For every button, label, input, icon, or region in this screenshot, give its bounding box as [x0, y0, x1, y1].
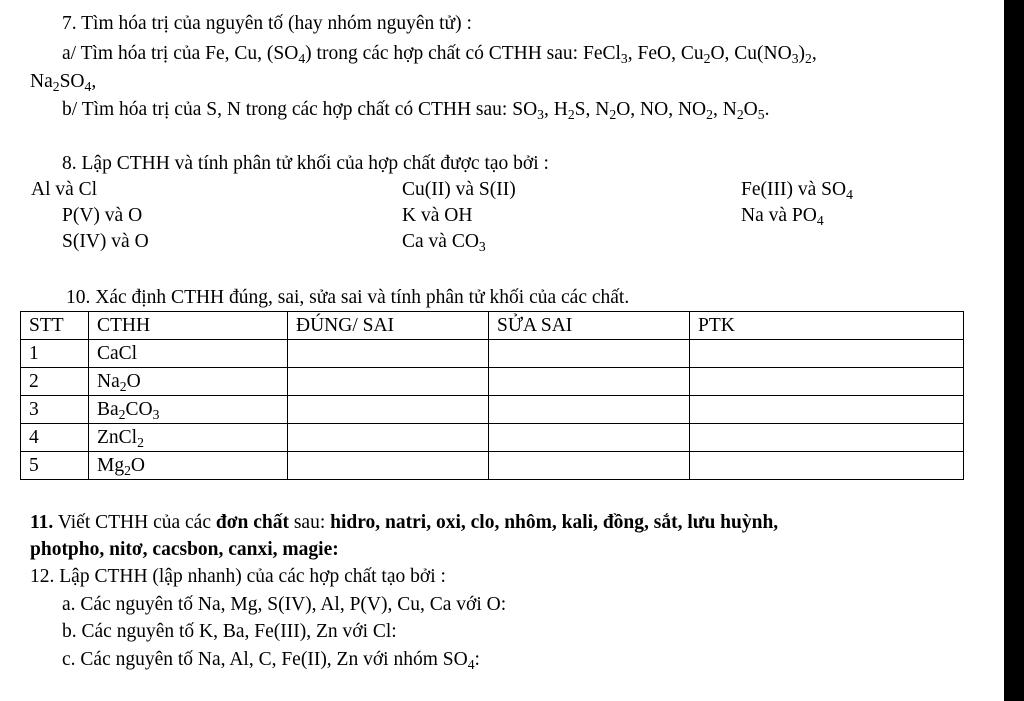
row-cthh: ZnCl$_2$	[89, 424, 288, 452]
q8-item: Fe(III) và $SO_4$	[741, 179, 853, 203]
row-sua-sai[interactable]	[489, 452, 690, 480]
q11-title-b: đơn chất	[215, 512, 289, 533]
header-stt: STT	[21, 312, 89, 340]
row-cthh: $Mg_2O$	[89, 452, 288, 480]
q7-a-group: $(SO_4)$	[266, 43, 312, 67]
q8-item: K và OH	[402, 205, 473, 226]
row-sua-sai[interactable]	[489, 340, 690, 368]
q12-c-post: :	[474, 649, 480, 670]
table-row	[21, 452, 964, 480]
row-ptk[interactable]	[690, 340, 964, 368]
row-dung-sai[interactable]	[288, 452, 489, 480]
header-ptk: PTK	[690, 312, 964, 340]
q7-title: 7. Tìm hóa trị của nguyên tố (hay nhóm nguyên tử) :	[62, 13, 472, 34]
row-stt: 1	[21, 340, 89, 368]
header-dung-sai: ĐÚNG/ SAI	[288, 312, 489, 340]
row-ptk[interactable]	[690, 424, 964, 452]
row-dung-sai[interactable]	[288, 368, 489, 396]
q11-number: 11.	[30, 512, 54, 533]
q7-a-line1	[62, 42, 817, 66]
chemical-formula: $NO_2$	[677, 99, 713, 123]
q11-list-line1: hidro, natri, oxi, clo, nhôm, kali, đồng, sắt, lưu huỳnh,	[330, 512, 779, 533]
row-stt: 4	[21, 424, 89, 452]
row-cthh: CaCl	[89, 340, 288, 368]
q7-a-formulas-line1: FeCl$_3$, FeO, $Cu_2O$, $Cu(NO_3)_2$,	[582, 43, 817, 67]
header-sua-sai: SỬA SAI	[489, 312, 690, 340]
chemical-formula: $SO_3$	[512, 99, 544, 123]
q8-item: P(V) và O	[62, 205, 143, 226]
q8-title: 8. Lập CTHH và tính phân tử khối của hợp chất được tạo bởi :	[62, 153, 549, 174]
q12-c-pre: c. Các nguyên tố Na, Al, C, Fe(II), Zn với nhóm	[62, 649, 443, 670]
q12-a: a. Các nguyên tố Na, Mg, S(IV), Al, P(V), Cu, Ca với O:	[62, 594, 507, 615]
row-stt: 3	[21, 396, 89, 424]
q7-b-line	[62, 98, 769, 122]
row-sua-sai[interactable]	[489, 424, 690, 452]
table-row	[21, 424, 964, 452]
row-ptk[interactable]	[690, 368, 964, 396]
row-cthh: $Ba_2CO_3$	[89, 396, 288, 424]
q7-b-formulas: $SO_3$, $H_2S$, $N_2O$, NO, $NO_2$, $N_2O_5$.	[512, 99, 770, 123]
chemical-formula: $H_2S$	[553, 99, 586, 123]
row-sua-sai[interactable]	[489, 368, 690, 396]
q8-item: Ca và $CO_3$	[402, 231, 486, 255]
q12-b: b. Các nguyên tố K, Ba, Fe(III), Zn với Cl:	[62, 621, 397, 642]
table-row	[21, 368, 964, 396]
chemical-formula: FeCl$_3$	[582, 43, 628, 67]
row-stt: 5	[21, 452, 89, 480]
row-dung-sai[interactable]	[288, 424, 489, 452]
q11-title-a: Viết CTHH của các	[53, 512, 216, 533]
chemical-formula: FeO	[637, 43, 672, 64]
row-sua-sai[interactable]	[489, 396, 690, 424]
q12-title: 12. Lập CTHH (lập nhanh) của các hợp chất tạo bởi :	[30, 566, 446, 587]
row-dung-sai[interactable]	[288, 340, 489, 368]
q12-c-formula: $SO_4$	[442, 649, 475, 673]
q8-item: Na và $PO_4$	[741, 205, 824, 229]
q11-line1	[30, 511, 778, 535]
q11-title-c: sau:	[288, 512, 331, 533]
q10-table	[20, 311, 964, 480]
q7-a-formulas-line2: $Na_2SO_4$,	[30, 71, 97, 95]
row-stt: 2	[21, 368, 89, 396]
chemical-formula: $N_2O$	[595, 99, 631, 123]
table-row	[21, 340, 964, 368]
q7-a-line2	[30, 70, 96, 94]
chemical-formula: $Na_2SO_4$	[30, 71, 92, 95]
chemical-formula: $N_2O_5$	[722, 99, 765, 123]
chemical-formula: $Cu_2O$	[680, 43, 725, 67]
q12-c	[62, 648, 480, 672]
q7-a-mid: trong các hợp chất có CTHH sau:	[311, 43, 583, 64]
table-header-row	[21, 312, 964, 340]
q11-list-line2: photpho, nitơ, cacsbon, canxi, magie:	[30, 539, 339, 560]
row-cthh: $Na_2O$	[89, 368, 288, 396]
row-ptk[interactable]	[690, 452, 964, 480]
chemical-formula: NO	[640, 99, 669, 120]
row-dung-sai[interactable]	[288, 396, 489, 424]
row-ptk[interactable]	[690, 396, 964, 424]
header-cthh: CTHH	[89, 312, 288, 340]
chemical-formula: $Cu(NO_3)_2$	[734, 43, 812, 67]
table-row	[21, 396, 964, 424]
q7-b-intro: b/ Tìm hóa trị của S, N trong các hợp chất có CTHH sau:	[62, 99, 513, 120]
q8-item: Al và Cl	[31, 179, 98, 200]
q8-item: Cu(II) và S(II)	[402, 179, 516, 200]
q7-a-intro: a/ Tìm hóa trị của Fe, Cu,	[62, 43, 267, 64]
q10-title: 10. Xác định CTHH đúng, sai, sửa sai và tính phân tử khối của các chất.	[66, 287, 630, 308]
q8-item: S(IV) và O	[62, 231, 149, 252]
